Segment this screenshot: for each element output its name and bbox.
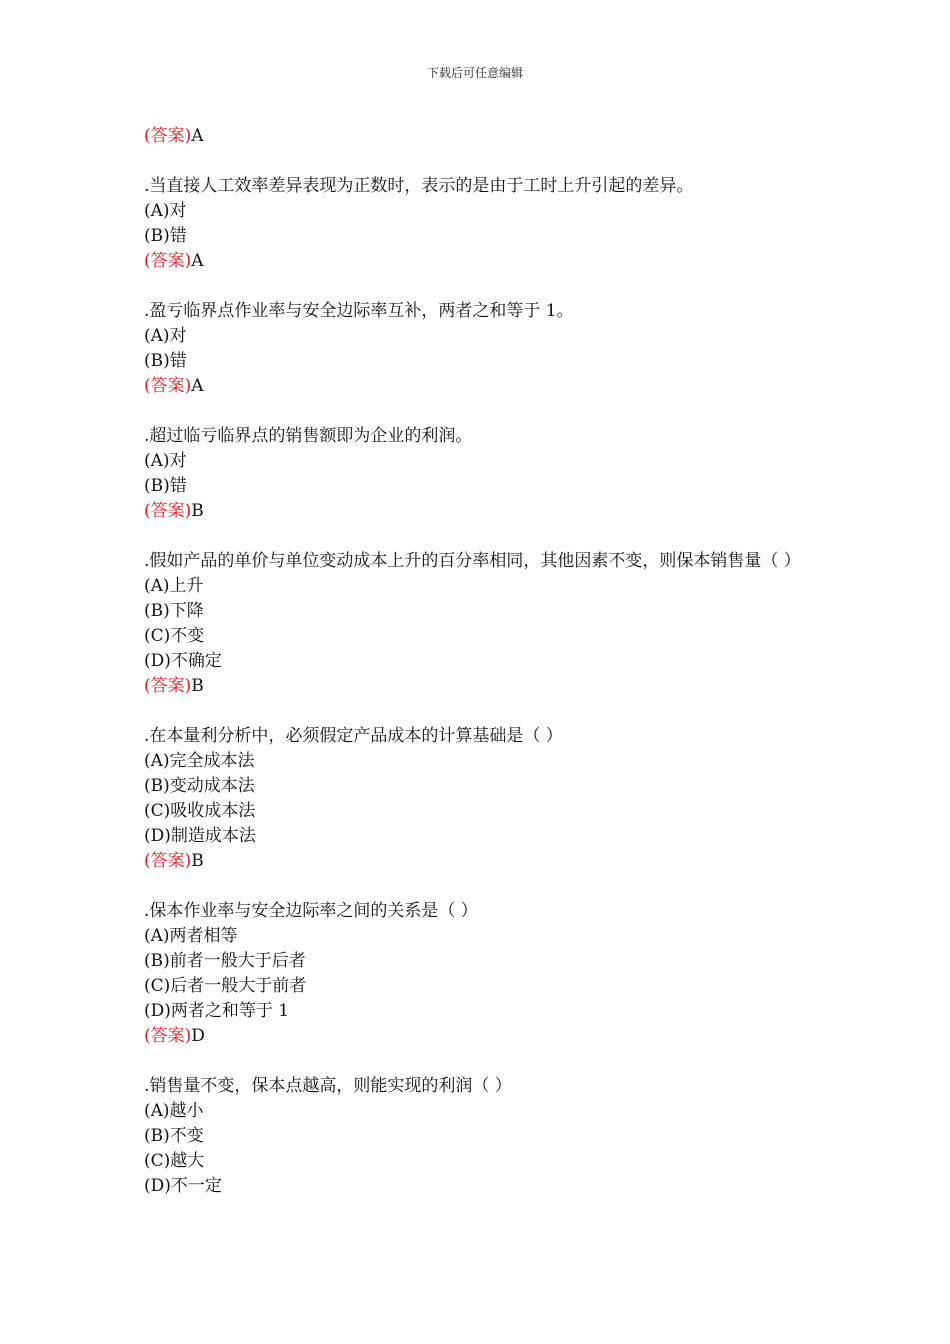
- answer-value: D: [191, 1026, 205, 1046]
- question-answer: [144, 674, 814, 699]
- answer-label: (答案): [144, 376, 192, 396]
- question-option: (B)前者一般大于后者: [144, 951, 306, 971]
- question-option: (D)两者之和等于 1: [144, 1001, 290, 1021]
- answer-value: B: [191, 501, 204, 521]
- question-block: [144, 899, 814, 1049]
- question-answer: [144, 849, 814, 874]
- question-option: (D)不一定: [144, 1176, 222, 1196]
- answer-value: A: [191, 376, 204, 396]
- answer-value: A: [191, 126, 204, 146]
- question-block: [144, 724, 814, 874]
- question-option: (A)两者相等: [144, 926, 238, 946]
- question-option: (D)制造成本法: [144, 826, 256, 846]
- question-option: (A)对: [144, 201, 187, 221]
- document-body: [144, 124, 814, 1199]
- question-answer: [144, 374, 814, 399]
- question-text: .销售量不变，保本点越高，则能实现的利润（ ）: [144, 1076, 512, 1096]
- answer-label: (答案): [144, 676, 192, 696]
- question-option: (B)不变: [144, 1126, 204, 1146]
- answer-label: (答案): [144, 126, 192, 146]
- question-block: [144, 299, 814, 399]
- question-text: .在本量利分析中，必须假定产品成本的计算基础是（ ）: [144, 726, 563, 746]
- answer-label: (答案): [144, 251, 192, 271]
- answer-label: (答案): [144, 851, 192, 871]
- question-option: (C)越大: [144, 1151, 205, 1171]
- question-option: (A)越小: [144, 1101, 204, 1121]
- answer-label: (答案): [144, 501, 192, 521]
- question-option: (B)错: [144, 226, 187, 246]
- question-option: (B)错: [144, 351, 187, 371]
- question-option: (B)变动成本法: [144, 776, 255, 796]
- question-option: (B)错: [144, 476, 187, 496]
- question-option: (C)不变: [144, 626, 205, 646]
- page-header: 下载后可任意编辑: [426, 66, 523, 80]
- question-answer: [144, 249, 814, 274]
- question-text: .当直接人工效率差异表现为正数时，表示的是由于工时上升引起的差异。: [144, 176, 694, 196]
- question-answer: [144, 1024, 814, 1049]
- question-text: .保本作业率与安全边际率之间的关系是（ ）: [144, 901, 478, 921]
- question-option: (B)下降: [144, 601, 204, 621]
- question-option: (A)完全成本法: [144, 751, 255, 771]
- question-option: (A)上升: [144, 576, 204, 596]
- answer-value: B: [191, 851, 204, 871]
- question-text: .盈亏临界点作业率与安全边际率互补，两者之和等于 1。: [144, 301, 574, 321]
- answer-value: B: [191, 676, 204, 696]
- question-answer: [144, 499, 814, 524]
- question-block: [144, 424, 814, 524]
- question-block: [144, 549, 814, 699]
- answer-label: (答案): [144, 1026, 192, 1046]
- question-text: .超过临亏临界点的销售额即为企业的利润。: [144, 426, 473, 446]
- question-text: .假如产品的单价与单位变动成本上升的百分率相同，其他因素不变，则保本销售量（ ）: [144, 551, 801, 571]
- question-option: (A)对: [144, 326, 187, 346]
- question-block: [144, 1074, 814, 1199]
- question-option: (C)吸收成本法: [144, 801, 256, 821]
- question-option: (D)不确定: [144, 651, 222, 671]
- answer-value: A: [191, 251, 204, 271]
- question-block: [144, 174, 814, 274]
- question-list: [144, 174, 814, 1199]
- first-answer: [144, 124, 814, 149]
- question-option: (C)后者一般大于前者: [144, 976, 307, 996]
- question-option: (A)对: [144, 451, 187, 471]
